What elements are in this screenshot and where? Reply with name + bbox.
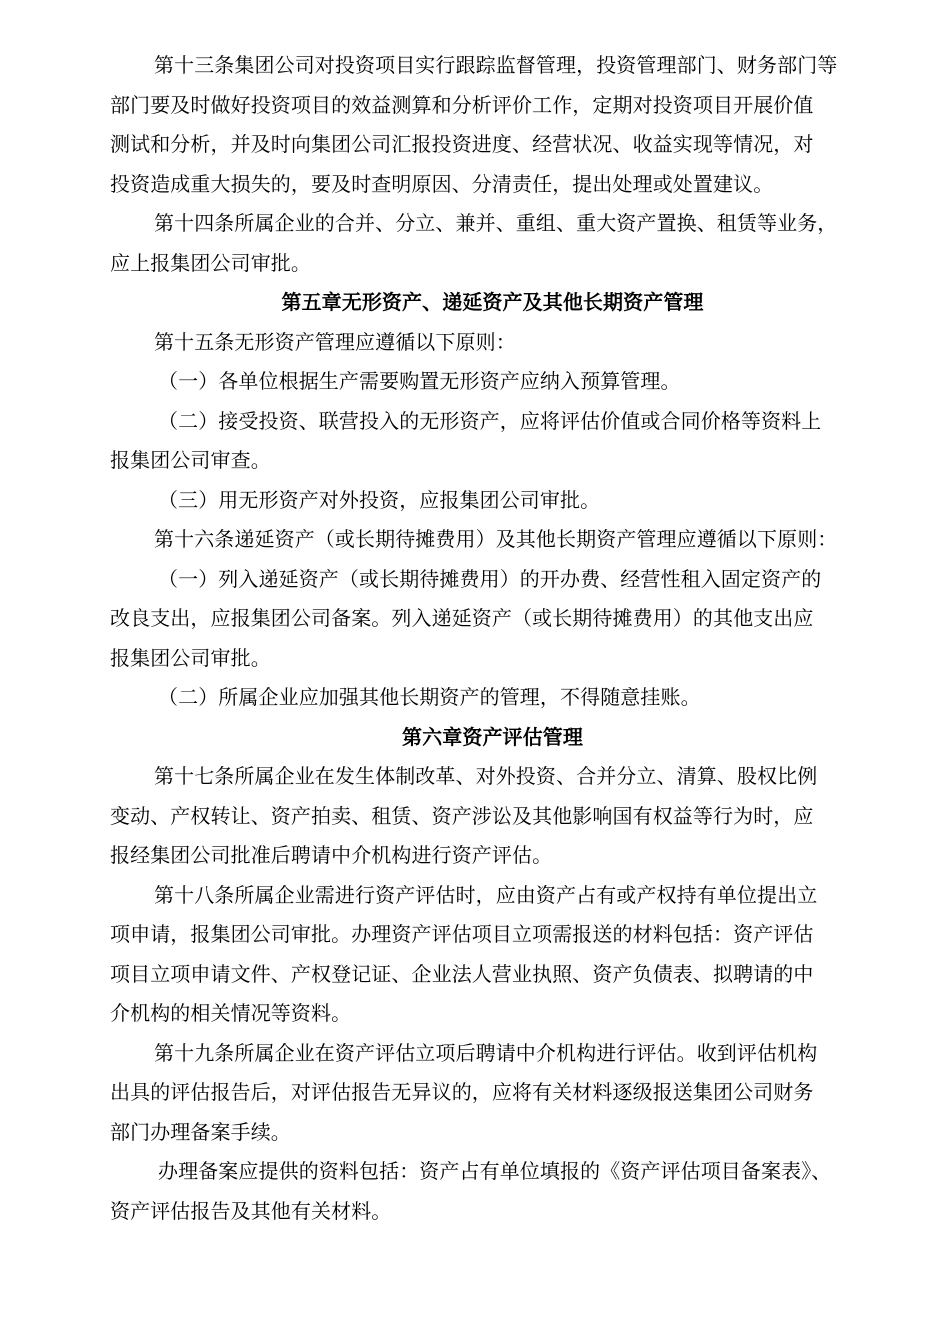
article-15-item-2-line-2: 报集团公司审查。 <box>110 448 271 472</box>
article-19-line-2: 出具的评估报告后，对评估报告无异议的，应将有关材料逐级报送集团公司财务 <box>110 1080 814 1104</box>
article-16-item-2: （二）所属企业应加强其他长期资产的管理，不得随意挂账。 <box>158 685 701 709</box>
article-19-line-1: 第十九条所属企业在资产评估立项后聘请中介机构进行评估。收到评估机构 <box>154 1040 818 1065</box>
filing-materials-line-1: 办理备案应提供的资料包括：资产占有单位填报的《资产评估项目备案表》、 <box>158 1159 832 1183</box>
article-18-line-1: 第十八条所属企业需进行资产评估时，应由资产占有或产权持有单位提出立 <box>154 882 818 907</box>
article-15-item-2-line-1: （二）接受投资、联营投入的无形资产，应将评估价值或合同价格等资料上 <box>158 408 822 433</box>
article-17-line-3: 报经集团公司批准后聘请中介机构进行资产评估。 <box>110 843 553 867</box>
chapter-5-heading: 第五章无形资产、递延资产及其他长期资产管理 <box>281 290 704 314</box>
article-13-line-4: 投资造成重大损失的，要及时查明原因、分清责任，提出处理或处置建议。 <box>110 171 774 196</box>
article-18-line-3: 项目立项申请文件、产权登记证、企业法人营业执照、资产负债表、拟聘请的中 <box>110 961 814 986</box>
article-16-item-1-line-3: 报集团公司审批。 <box>110 645 271 670</box>
article-13-line-2: 部门要及时做好投资项目的效益测算和分析评价工作，定期对投资项目开展价值 <box>110 92 814 117</box>
article-18-line-4: 介机构的相关情况等资料。 <box>110 1001 352 1025</box>
filing-materials-line-2: 资产评估报告及其他有关材料。 <box>110 1198 392 1223</box>
chapter-6-heading: 第六章资产评估管理 <box>402 724 583 749</box>
article-16-item-1-line-1: （一）列入递延资产（或长期待摊费用）的开办费、经营性租入固定资产的 <box>158 566 822 591</box>
article-17-line-1: 第十七条所属企业在发生体制改革、对外投资、合并分立、清算、股权比例 <box>154 764 818 788</box>
article-16-item-1-line-2: 改良支出，应报集团公司备案。列入递延资产（或长期待摊费用）的其他支出应 <box>110 606 814 630</box>
article-17-line-2: 变动、产权转让、资产拍卖、租赁、资产涉讼及其他影响国有权益等行为时，应 <box>110 803 814 828</box>
document-page <box>110 46 875 1231</box>
article-19-line-3: 部门办理备案手续。 <box>110 1119 291 1144</box>
article-13-line-1: 第十三条集团公司对投资项目实行跟踪监督管理，投资管理部门、财务部门等 <box>154 53 838 77</box>
article-14-line-1: 第十四条所属企业的合并、分立、兼并、重组、重大资产置换、租赁等业务， <box>154 211 838 235</box>
article-16-line-1: 第十六条递延资产（或长期待摊费用）及其他长期资产管理应遵循以下原则： <box>154 527 838 551</box>
article-15-line-1: 第十五条无形资产管理应遵循以下原则： <box>154 329 516 354</box>
article-15-item-3: （三）用无形资产对外投资，应报集团公司审批。 <box>158 487 601 512</box>
article-14-line-2: 应上报集团公司审批。 <box>110 250 311 275</box>
article-18-line-2: 项申请，报集团公司审批。办理资产评估项目立项需报送的材料包括：资产评估 <box>110 922 814 946</box>
article-15-item-1: （一）各单位根据生产需要购置无形资产应纳入预算管理。 <box>158 369 681 393</box>
article-13-line-3: 测试和分析，并及时向集团公司汇报投资进度、经营状况、收益实现等情况，对 <box>110 132 814 156</box>
